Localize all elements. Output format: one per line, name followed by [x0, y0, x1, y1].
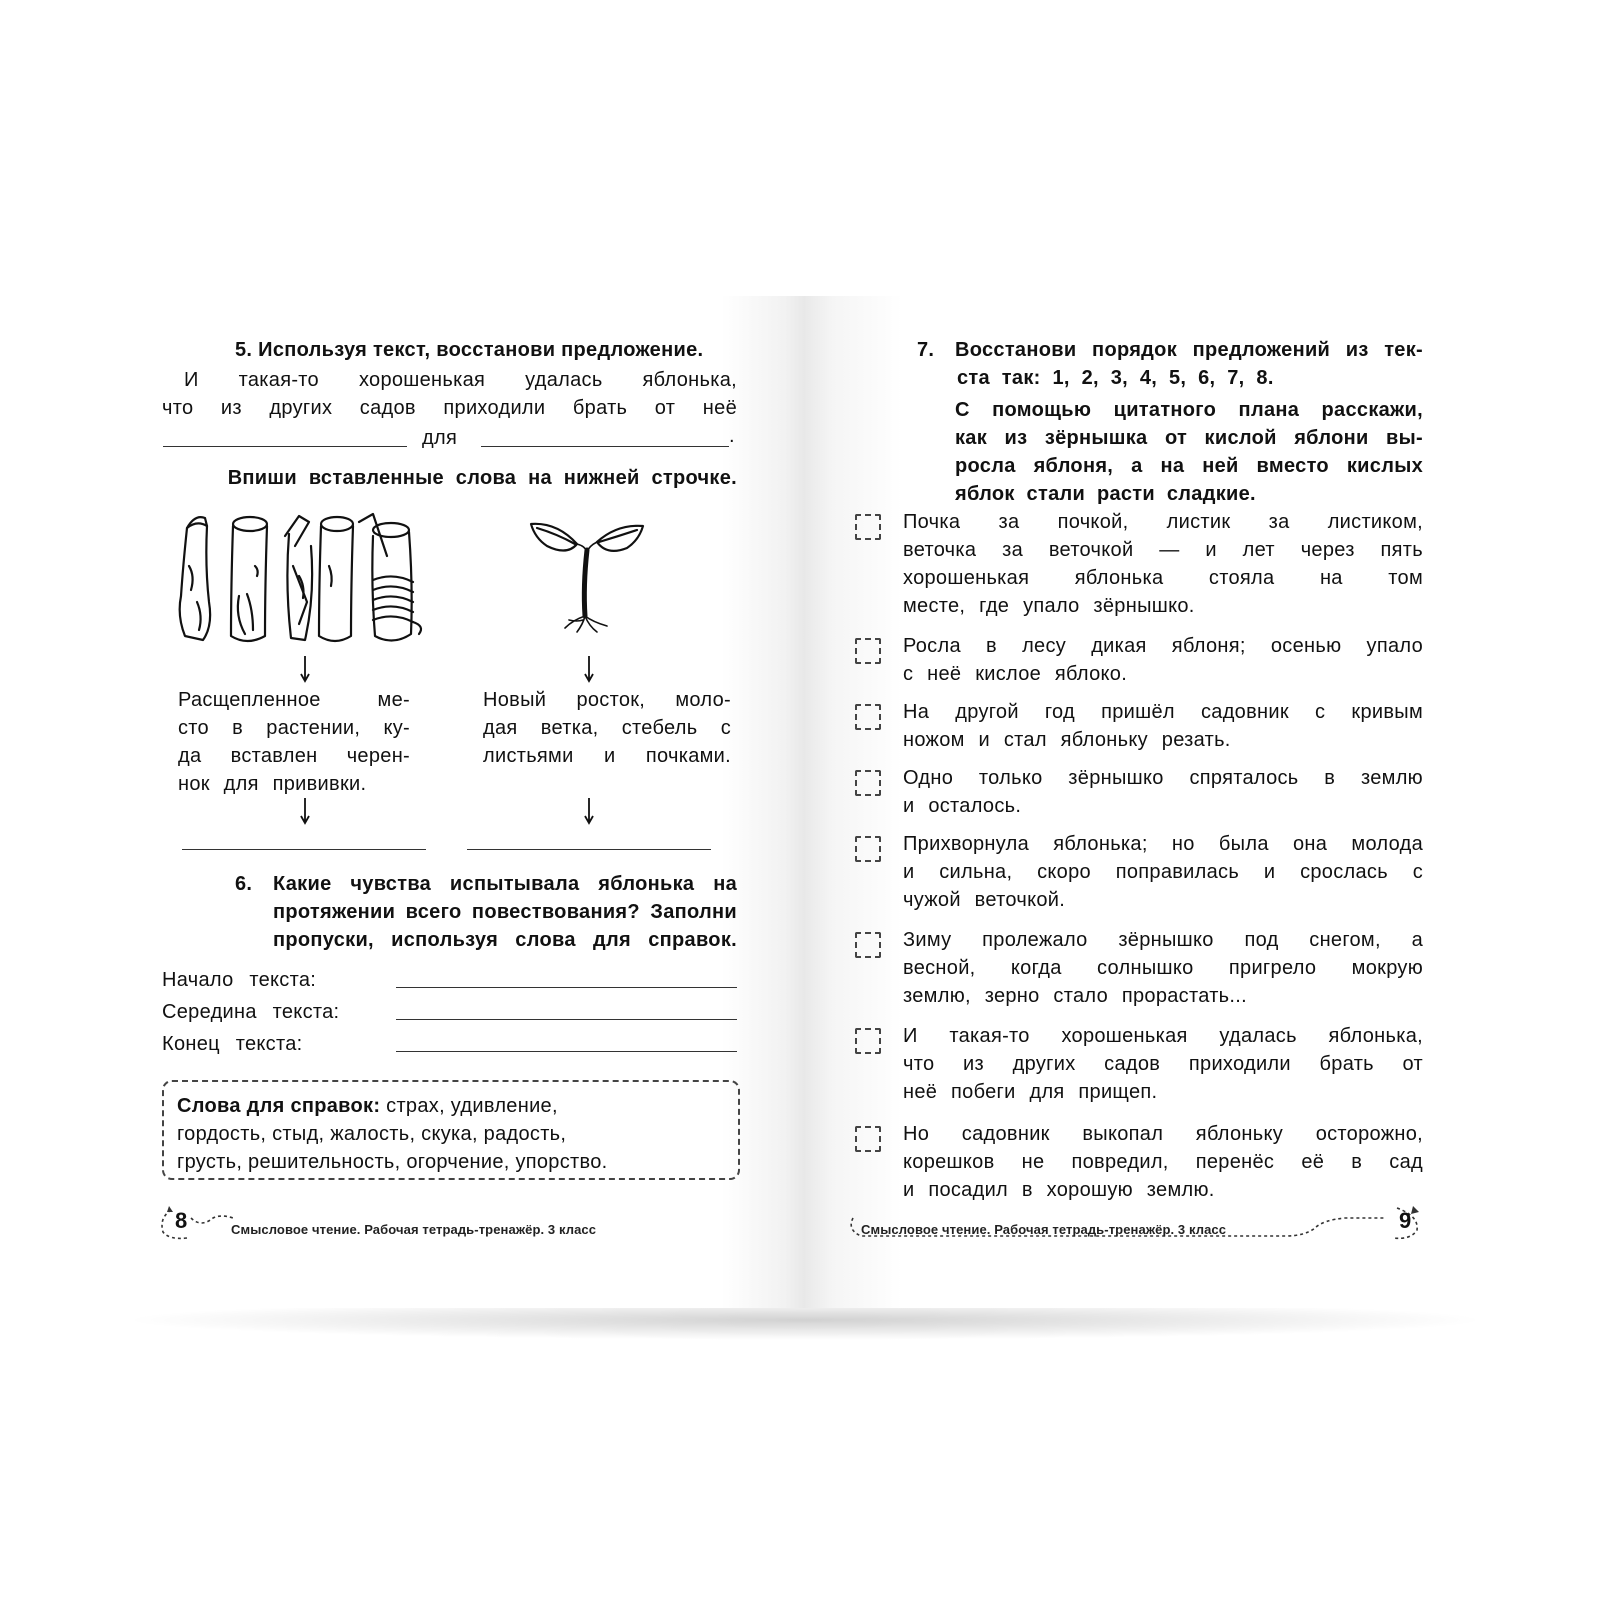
- definition-line: сто в растении, ку-: [178, 717, 410, 739]
- down-arrow-icon: [298, 796, 312, 826]
- down-arrow-icon: [582, 654, 596, 684]
- definition-line: дая ветка, стебель с: [483, 717, 731, 739]
- task7-sub-line: яблок стали расти сладкие.: [955, 483, 1256, 505]
- sentence-line: корешков не повредил, перенёс её в сад: [903, 1151, 1423, 1173]
- definition-sprout: [483, 686, 731, 770]
- sentence-line: Но садовник выкопал яблоньку осторожно,: [903, 1123, 1423, 1145]
- sentence-line: хорошенькая яблонька стояла на том: [903, 567, 1423, 589]
- sentence-item: [903, 764, 1423, 820]
- workbook-spread: [107, 296, 1501, 1308]
- sentence-line: землю, зерно стало прорастать...: [903, 985, 1247, 1007]
- sentence-line: веточка за веточкой — и лет через пять: [903, 539, 1423, 561]
- sentence-line: ножом и стал яблоньку резать.: [903, 729, 1231, 751]
- definition-line: Расщепленное ме-: [178, 689, 410, 711]
- task5-connector: для: [422, 427, 458, 449]
- reference-line: страх, удивление,: [386, 1095, 558, 1117]
- page-number: 8: [175, 1208, 188, 1233]
- sentence-line: что из других садов приходили брать от: [903, 1053, 1423, 1075]
- task7-title: [955, 336, 1423, 392]
- reference-line: грусть, решительность, огорчение, упорство.: [177, 1151, 608, 1173]
- answer-line-middle[interactable]: [396, 1019, 737, 1020]
- sentence-item: [903, 926, 1423, 1010]
- order-checkbox[interactable]: [855, 514, 881, 540]
- sentence-line: и сильна, скоро поправилась и срослась с: [903, 861, 1423, 883]
- task5-blank-2[interactable]: [481, 446, 729, 447]
- row-label-beginning: Начало текста:: [162, 969, 317, 991]
- task5-end-mark: .: [729, 425, 735, 447]
- task5-sentence-line1: И такая-то хорошенькая удалась яблонька,: [184, 369, 737, 391]
- task5-blank-1[interactable]: [163, 446, 407, 447]
- task5-instruction: Впиши вставленные слова на нижней строчке.: [227, 467, 737, 489]
- sentence-line: Зиму пролежало зёрнышко под снегом, а: [903, 929, 1423, 951]
- sprout-illustration: [527, 516, 647, 636]
- answer-line-sprout[interactable]: [467, 849, 711, 850]
- reference-label: Слова для справок:: [177, 1095, 381, 1117]
- down-arrow-icon: [298, 654, 312, 684]
- left-page: [107, 296, 805, 1308]
- sentence-item: [903, 1120, 1423, 1204]
- task6-title-line: протяжении всего повествования? Заполни: [273, 901, 737, 923]
- definition-line: Новый росток, моло-: [483, 689, 731, 711]
- task7-sub-line: росла яблоня, а на ней вместо кислых: [955, 455, 1423, 477]
- sentence-line: месте, где упало зёрнышко.: [903, 595, 1195, 617]
- footer-title: Смысловое чтение. Рабочая тетрадь-тренажёр. 3 класс: [231, 1222, 597, 1237]
- order-checkbox[interactable]: [855, 1126, 881, 1152]
- sentence-line: весной, когда солнышко пригрело мокрую: [903, 957, 1423, 979]
- grafting-stumps-illustration: [173, 506, 433, 656]
- sentence-line: и осталось.: [903, 795, 1022, 817]
- sentence-line: Почка за почкой, листик за листиком,: [903, 511, 1423, 533]
- sentence-line: с неё кислое яблоко.: [903, 663, 1128, 685]
- order-checkbox[interactable]: [855, 1028, 881, 1054]
- down-arrow-icon: [582, 796, 596, 826]
- task6-title-line: Какие чувства испытывала яблонька на: [273, 873, 737, 895]
- definition-line: да вставлен черен-: [178, 745, 410, 767]
- sentence-item: [903, 830, 1423, 914]
- order-checkbox[interactable]: [855, 704, 881, 730]
- sentence-line: На другой год пришёл садовник с кривым: [903, 701, 1423, 723]
- order-checkbox[interactable]: [855, 638, 881, 664]
- reference-words: [177, 1092, 717, 1176]
- page-number: 9: [1399, 1208, 1412, 1233]
- answer-line-end[interactable]: [396, 1051, 737, 1052]
- task6-number: 6.: [235, 873, 253, 895]
- right-page: [805, 296, 1501, 1308]
- answer-line-graft[interactable]: [182, 849, 426, 850]
- task7-subtitle: [955, 396, 1423, 508]
- order-checkbox[interactable]: [855, 770, 881, 796]
- task7-sub-line: как из зёрнышка от кислой яблони вы-: [955, 427, 1423, 449]
- task5-sentence-line2: что из других садов приходили брать от неё: [162, 397, 737, 419]
- sentence-line: Прихворнула яблонька; но была она молода: [903, 833, 1423, 855]
- task5-number: 5.: [235, 339, 253, 361]
- reference-line: гордость, стыд, жалость, скука, радость,: [177, 1123, 567, 1145]
- task6-title-line: пропуски, используя слова для справок.: [273, 929, 737, 951]
- task7-number: 7.: [917, 339, 935, 361]
- footer-title: Смысловое чтение. Рабочая тетрадь-тренажёр. 3 класс: [861, 1222, 1227, 1237]
- sentence-line: Росла в лесу дикая яблоня; осенью упало: [903, 635, 1423, 657]
- sentence-item: [903, 698, 1423, 754]
- sentence-line: и посадил в хорошую землю.: [903, 1179, 1215, 1201]
- sentence-line: чужой веточкой.: [903, 889, 1066, 911]
- definition-line: листьями и почками.: [483, 745, 731, 767]
- row-label-end: Конец текста:: [162, 1033, 303, 1055]
- task6-title: [273, 870, 737, 954]
- sentence-item: [903, 632, 1423, 688]
- order-checkbox[interactable]: [855, 932, 881, 958]
- row-label-middle: Середина текста:: [162, 1001, 340, 1023]
- sentence-line: И такая-то хорошенькая удалась яблонька,: [903, 1025, 1423, 1047]
- task7-title-line: Восстанови порядок предложений из тек-: [955, 339, 1423, 361]
- sentence-line: Одно только зёрнышко спряталось в землю: [903, 767, 1423, 789]
- sentence-line: неё побеги для прищеп.: [903, 1081, 1158, 1103]
- task7-title-line: ста так: 1, 2, 3, 4, 5, 6, 7, 8.: [957, 367, 1274, 389]
- answer-line-beginning[interactable]: [396, 987, 737, 988]
- definition-graft-cleft: [178, 686, 410, 798]
- definition-line: нок для прививки.: [178, 773, 367, 795]
- sentence-item: [903, 508, 1423, 620]
- task5-heading: [235, 336, 735, 364]
- task7-sub-line: С помощью цитатного плана расскажи,: [955, 399, 1423, 421]
- task5-title: Используя текст, восстанови предложение.: [258, 339, 704, 361]
- sentence-item: [903, 1022, 1423, 1106]
- order-checkbox[interactable]: [855, 836, 881, 862]
